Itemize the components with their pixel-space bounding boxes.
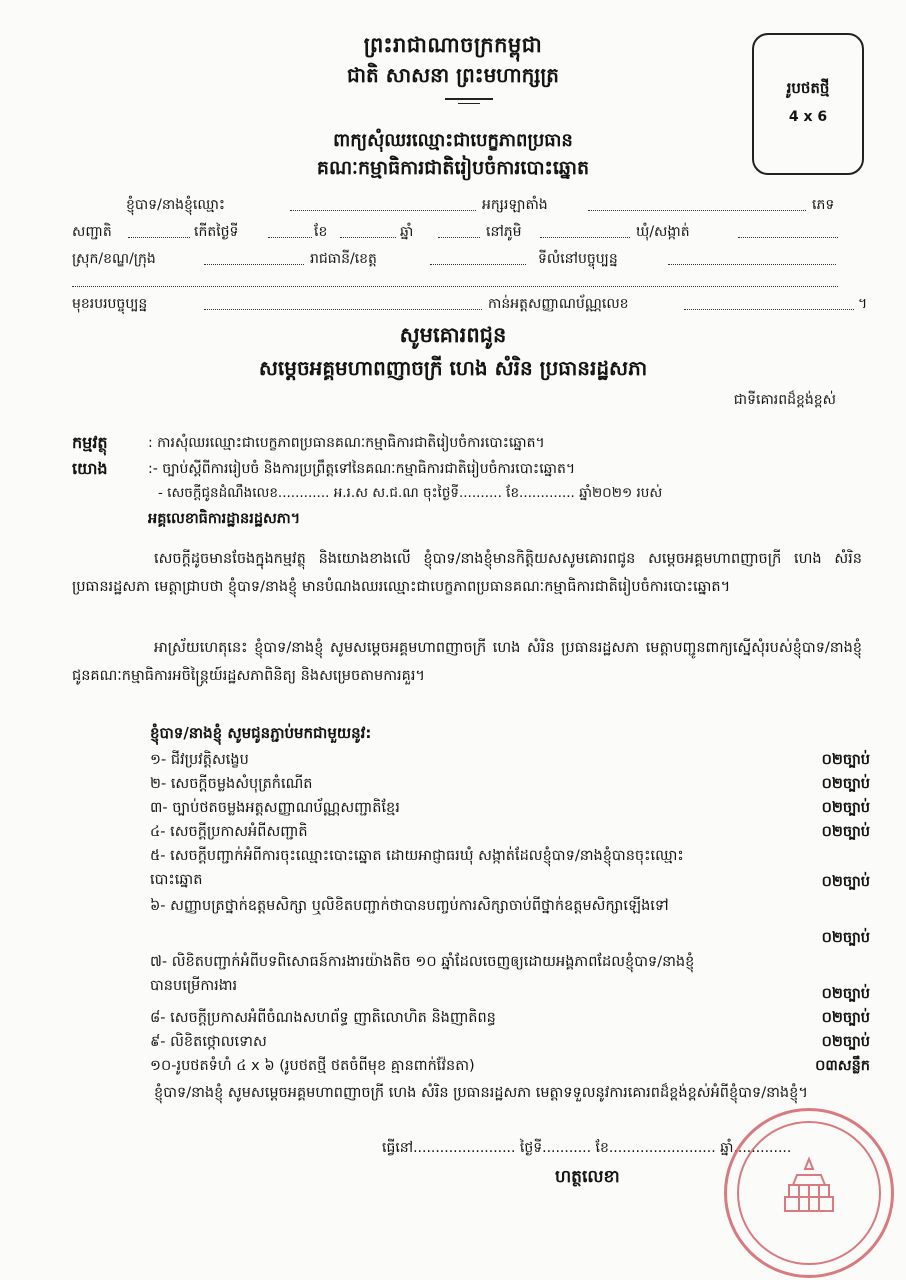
document-subtitle: គណៈកម្មាធិការជាតិរៀបចំការបោះឆ្នោត xyxy=(316,157,590,179)
attachment-text: ២- សេចក្តីចម្លងសំបុត្រកំណើត xyxy=(150,776,313,792)
district-label: ស្រុក/ខណ្ឌ/ក្រុង xyxy=(72,251,156,267)
field-end-mark: ។ xyxy=(858,296,868,312)
list-item xyxy=(150,894,870,950)
addressee-name: សម្តេចអគ្គមហាពញាចក្រី ហេង សំរិន ប្រធានរដ្ឋសភា xyxy=(258,356,648,380)
attachment-text: ៨- សេចក្តីប្រកាសអំពីចំណងសហព័ទ្ធ ញាតិលោហិត និងញាតិពន្ធ xyxy=(150,1010,496,1026)
month-label: ខែ xyxy=(314,224,328,240)
attachment-text: ១- ជីវប្រវត្តិសង្ខេប xyxy=(150,752,249,768)
kingdom-header: ព្រះរាជាណាចក្រកម្ពុជា xyxy=(363,33,543,57)
body-paragraph-1: សេចក្តីដូចមានចែងក្នុងកម្មវត្ថុ និងយោងខាងលើ ខ្ញុំបាទ/នាងខ្ញុំមានកិត្តិយសសូមគោរពជូន សម្តេចអគ្គមហាពញាចក្រី ហេង សំរិន ប្រធានរដ្ឋសភា មេត្តាជ្រាបថា ខ្ញុំបាទ/នាងខ្ញុំ មានបំណងឈរឈ្មោះជាបេក្ខភាពប្រធានគណៈកម្មាធិការជាតិរៀបចំការបោះឆ្នោត។ xyxy=(72,551,862,595)
sex-label: ភេទ xyxy=(812,197,835,213)
photo-box-label: រូបថតថ្មី xyxy=(786,79,830,97)
province-field[interactable] xyxy=(430,264,526,265)
attachment-qty: ០២ច្បាប់ xyxy=(821,824,870,840)
commune-field[interactable] xyxy=(738,237,838,238)
header-ornament-small xyxy=(458,103,480,104)
list-item xyxy=(150,796,870,820)
header-ornament xyxy=(445,98,493,100)
attachment-text: ៥- សេចក្តីបញ្ជាក់អំពីការចុះឈ្មោះបោះឆ្នោត ដោយអាជ្ញាធរឃុំ សង្កាត់ដែលខ្ញុំបាទ/នាងខ្ញុំបានចុះឈ្មោះបោះឆ្នោត xyxy=(150,848,684,888)
list-item xyxy=(150,1030,870,1054)
document-title: ពាក្យសុំឈរឈ្មោះជាបេក្ខភាពប្រធាន xyxy=(333,130,573,151)
attachment-text: ៤- សេចក្តីប្រកាសអំពីសញ្ជាតិ xyxy=(150,824,308,840)
signature-label: ហត្ថលេខា xyxy=(555,1167,620,1187)
name-field[interactable] xyxy=(290,210,476,211)
attachment-qty: ០២ច្បាប់ xyxy=(821,1010,870,1026)
respect-note: ជាទីគោរពដ៏ខ្ពង់ខ្ពស់ xyxy=(733,392,836,408)
attachment-qty: ០២ច្បាប់ xyxy=(821,1034,870,1050)
id-card-label: កាន់អត្តសញ្ញាណប័ណ្ណលេខ xyxy=(488,296,629,312)
official-seal-stamp xyxy=(724,1108,894,1278)
attachment-qty: ០២ច្បាប់ xyxy=(821,752,870,768)
attachment-qty: ០២ច្បាប់ xyxy=(821,930,870,946)
reference-notice-issuer: អគ្គលេខាធិការដ្ឋានរដ្ឋសភា។ xyxy=(148,511,301,527)
commune-label: ឃុំ/សង្កាត់ xyxy=(636,224,690,240)
year-label: ឆ្នាំ xyxy=(400,224,414,240)
temple-emblem-icon xyxy=(779,1155,839,1217)
province-label: រាជធានី/ខេត្ត xyxy=(310,251,377,267)
village-field[interactable] xyxy=(540,237,630,238)
nationality-field[interactable] xyxy=(128,237,190,238)
born-day-label: កើតថ្ងៃទី xyxy=(194,224,239,240)
subject-label: កម្មវត្ថុ xyxy=(72,433,108,452)
district-field[interactable] xyxy=(204,264,304,265)
attachments-heading: ខ្ញុំបាទ/នាងខ្ញុំ សូមជូនភ្ជាប់មកជាមួយនូវ: xyxy=(150,724,372,742)
occupation-field[interactable] xyxy=(204,309,482,310)
photo-box-size: 4 x 6 xyxy=(788,109,828,125)
residence-label: ទីលំនៅបច្ចុប្បន្ន xyxy=(538,251,618,267)
attachment-text: ១០-រូបថតទំហំ ៤ x ៦ (រូបថតថ្មី ថតចំពីមុខ គ្មានពាក់វ៉ែនតា) xyxy=(150,1058,475,1074)
nationality-label: សញ្ជាតិ xyxy=(72,224,112,240)
id-card-field[interactable] xyxy=(684,309,854,310)
reference-notice: - សេចក្តីជូនដំណឹងលេខ............ អ.រ.ស ស.ជ.ណ ចុះថ្ងៃទី.......... ខែ............. ឆ្នាំ២០២១ របស់ xyxy=(158,485,663,501)
attachment-text: ៧- លិខិតបញ្ជាក់អំពីបទពិសោធន៍ការងារយ៉ាងតិច ១០ ឆ្នាំដែលចេញឲ្យដោយអង្គភាពដែលខ្ញុំបាទ/នាងខ្ញុំបានបម្រើការងារ xyxy=(150,954,695,994)
latin-name-label: អក្សរឡាតាំង xyxy=(482,197,548,213)
attachment-qty: ០២ច្បាប់ xyxy=(821,776,870,792)
year-field[interactable] xyxy=(438,237,480,238)
attachment-text: ៣- ច្បាប់ថតចម្លងអត្តសញ្ញាណប័ណ្ណសញ្ជាតិខ្មែរ xyxy=(150,800,400,816)
attachment-text: ៩- លិខិតថ្កោលទោស xyxy=(150,1034,267,1050)
subject-text: : ការសុំឈរឈ្មោះជាបេក្ខភាពប្រធានគណៈកម្មាធិការជាតិរៀបចំការបោះឆ្នោត។ xyxy=(148,435,545,451)
reference-label: យោង xyxy=(72,459,108,478)
occupation-label: មុខរបរបច្ចុប្បន្ន xyxy=(72,296,148,312)
name-label: ខ្ញុំបាទ/នាងខ្ញុំឈ្មោះ xyxy=(126,197,226,213)
list-item xyxy=(150,1006,870,1030)
attachment-qty: ០៣សន្លឹក xyxy=(815,1058,870,1074)
closing-paragraph: ខ្ញុំបាទ/នាងខ្ញុំ សូមសម្តេចអគ្គមហាពញាចក្រី ហេង សំរិន ប្រធានរដ្ឋសភា មេត្តាទទួលនូវការគោរពដ៏ខ្ពង់ខ្ពស់អំពីខ្ញុំបាទ/នាងខ្ញុំ។ xyxy=(154,1085,808,1101)
list-item xyxy=(150,820,870,844)
list-item xyxy=(150,748,870,772)
national-motto: ជាតិ សាសនា ព្រះមហាក្សត្រ xyxy=(347,63,559,87)
latin-name-field[interactable] xyxy=(588,210,806,211)
attachments-list xyxy=(150,748,870,1078)
reference-law: :- ច្បាប់ស្តីពីការរៀបចំ និងការប្រព្រឹត្តទៅនៃគណៈកម្មាធិការជាតិរៀបចំការបោះឆ្នោត។ xyxy=(148,461,576,477)
village-label: នៅភូមិ xyxy=(486,224,522,240)
attachment-qty: ០២ច្បាប់ xyxy=(821,800,870,816)
list-item xyxy=(150,950,870,1006)
born-day-field[interactable] xyxy=(268,237,312,238)
list-item xyxy=(150,772,870,796)
attachment-qty: ០២ច្បាប់ xyxy=(821,986,870,1002)
list-item xyxy=(150,1054,870,1078)
attachment-text: ៦- សញ្ញាបត្រថ្នាក់ឧត្តមសិក្សា ឬលិខិតបញ្ជាក់ថាបានបញ្ចប់ការសិក្សាចាប់ពីថ្នាក់ឧត្តមសិក្សាឡើងទៅ xyxy=(150,898,669,914)
month-field[interactable] xyxy=(340,237,396,238)
residence-field[interactable] xyxy=(668,264,836,265)
salutation: សូមគោរពជូន xyxy=(399,323,507,347)
residence-continuation-field[interactable] xyxy=(72,286,838,287)
list-item xyxy=(150,844,870,894)
attachment-qty: ០២ច្បាប់ xyxy=(821,874,870,890)
body-paragraph-2: អាស្រ័យហេតុនេះ ខ្ញុំបាទ/នាងខ្ញុំ សូមសម្តេចអគ្គមហាពញាចក្រី ហេង សំរិន ប្រធានរដ្ឋសភា មេត្តាបញ្ជូនពាក្យស្នើសុំរបស់ខ្ញុំបាទ/នាងខ្ញុំ ជូនគណៈកម្មាធិការអចិន្ត្រៃយ៍រដ្ឋសភាពិនិត្យ និងសម្រេចតាមការគួរ។ xyxy=(72,640,862,684)
place-date-line: ធ្វើនៅ....................... ថ្ងៃទី........... ខែ........................ ឆ្នាំ............. xyxy=(382,1140,792,1156)
